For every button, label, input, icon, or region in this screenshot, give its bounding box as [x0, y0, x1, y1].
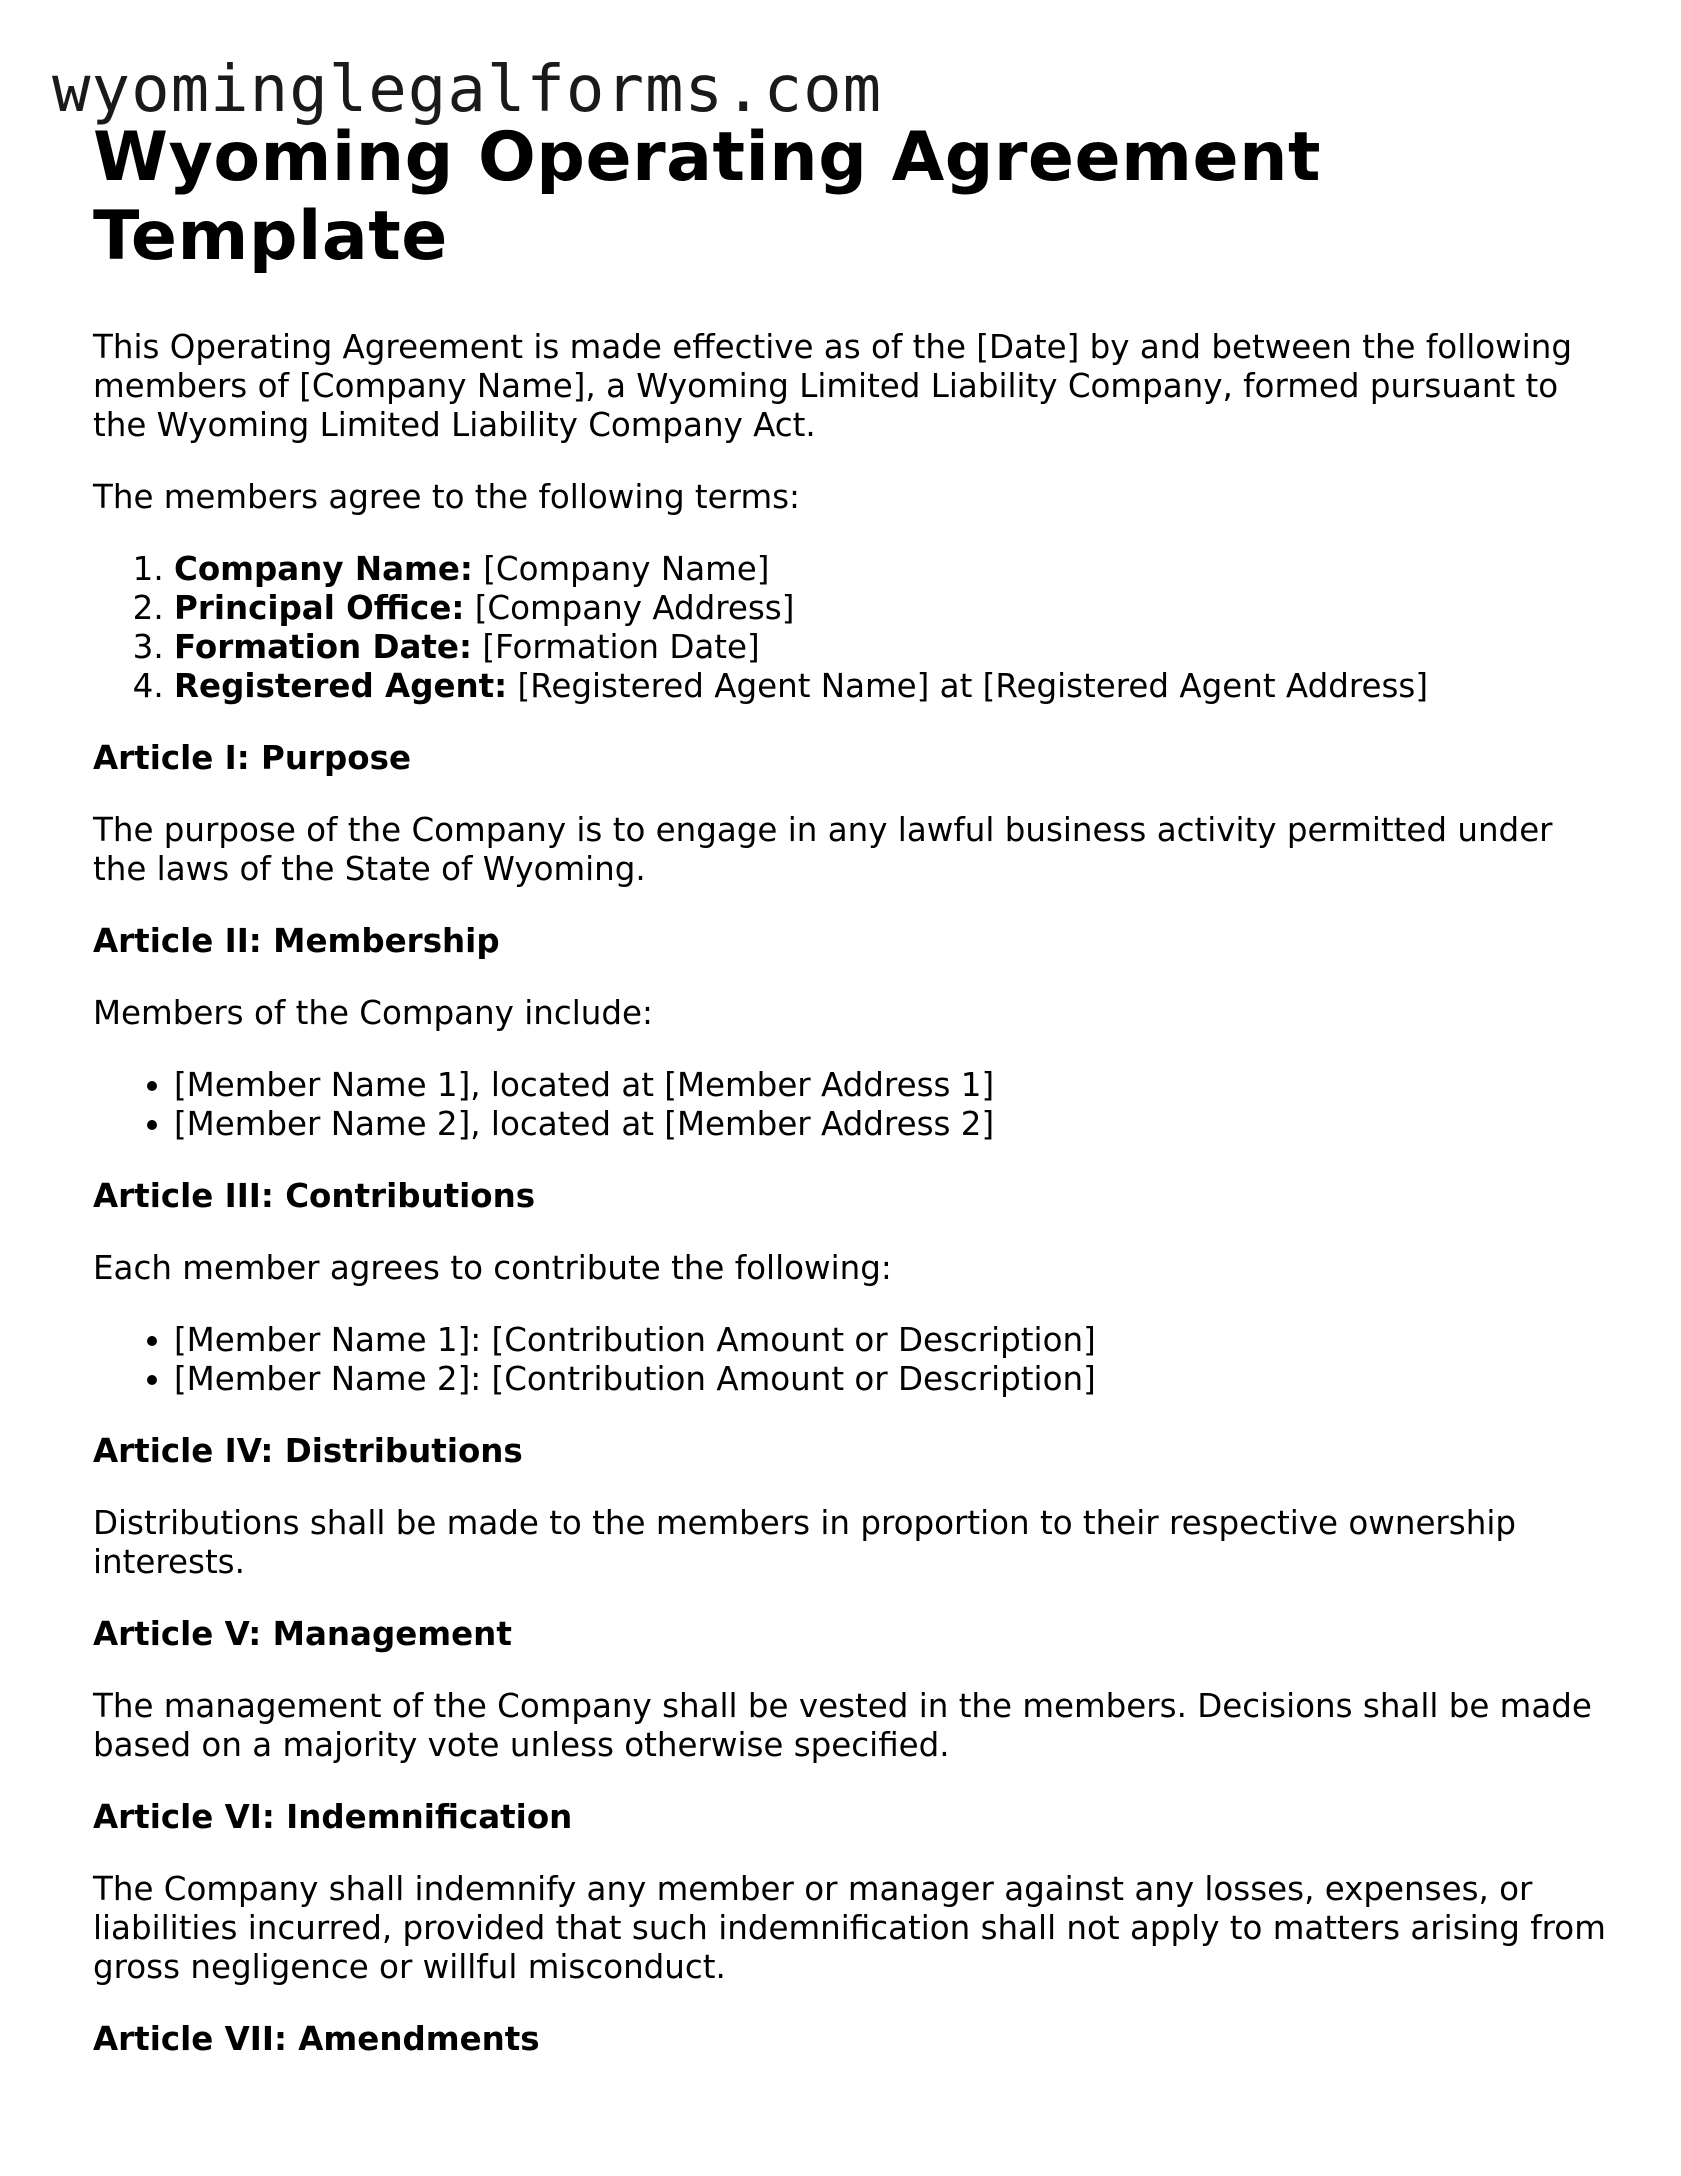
article-purpose-heading: Article I: Purpose: [93, 739, 411, 777]
term-value: [Company Name]: [472, 550, 770, 588]
article-distributions-text: Distributions shall be made to the members in proportion to their respective ownership interests.: [93, 1504, 1516, 1581]
terms-intro: The members agree to the following terms:: [93, 478, 800, 516]
term-label: Company Name:: [174, 550, 473, 588]
term-value: [Formation Date]: [471, 628, 760, 666]
intro-paragraph: This Operating Agreement is made effective as of the [Date] by and between the following members of [Company Name], a Wyoming Limited Liability Company, formed pursuant to the Wyoming Limited Liability Company Act.: [93, 328, 1572, 444]
term-registered-agent: [174, 667, 1613, 706]
article-indemnification-text: The Company shall indemnify any member or manager against any losses, expenses, or liabilities incurred, provided that such indemnification shall not apply to matters arising from gross negligence or willful misconduct.: [93, 1870, 1606, 1986]
article-membership-heading: Article II: Membership: [93, 922, 500, 960]
term-label: Registered Agent:: [174, 667, 508, 705]
contributions-list: [93, 1321, 1613, 1399]
article-amendments-heading: Article VII: Amendments: [93, 2020, 540, 2058]
list-item: • [Member Name 1], located at [Member Address 1]: [174, 1066, 1613, 1105]
membership-list: [93, 1066, 1613, 1144]
terms-list: [93, 550, 1613, 706]
list-item: • [Member Name 1]: [Contribution Amount or Description]: [174, 1321, 1613, 1360]
term-company-name: [174, 550, 1613, 589]
article-contributions-heading: Article III: Contributions: [93, 1177, 536, 1215]
term-value: [Registered Agent Name] at [Registered Agent Address]: [507, 667, 1429, 705]
list-item: • [Member Name 2], located at [Member Address 2]: [174, 1105, 1613, 1144]
term-label: Formation Date:: [174, 628, 472, 666]
list-item: • [Member Name 2]: [Contribution Amount or Description]: [174, 1360, 1613, 1399]
article-management-text: The management of the Company shall be vested in the members. Decisions shall be made based on a majority vote unless otherwise specified.: [93, 1687, 1592, 1764]
article-purpose-text: The purpose of the Company is to engage in any lawful business activity permitted under the laws of the State of Wyoming.: [93, 811, 1553, 888]
article-membership-text: Members of the Company include:: [93, 994, 653, 1032]
document-title: Wyoming Operating Agreement Template: [93, 118, 1322, 276]
term-principal-office: [174, 589, 1613, 628]
article-contributions-text: Each member agrees to contribute the following:: [93, 1249, 892, 1287]
term-label: Principal Office:: [174, 589, 465, 627]
document-page: [93, 118, 1613, 2059]
term-formation-date: [174, 628, 1613, 667]
article-indemnification-heading: Article VI: Indemnification: [93, 1798, 573, 1836]
article-distributions-heading: Article IV: Distributions: [93, 1432, 523, 1470]
site-watermark: wyominglegalforms.com: [52, 53, 883, 127]
article-management-heading: Article V: Management: [93, 1615, 512, 1653]
term-value: [Company Address]: [464, 589, 795, 627]
